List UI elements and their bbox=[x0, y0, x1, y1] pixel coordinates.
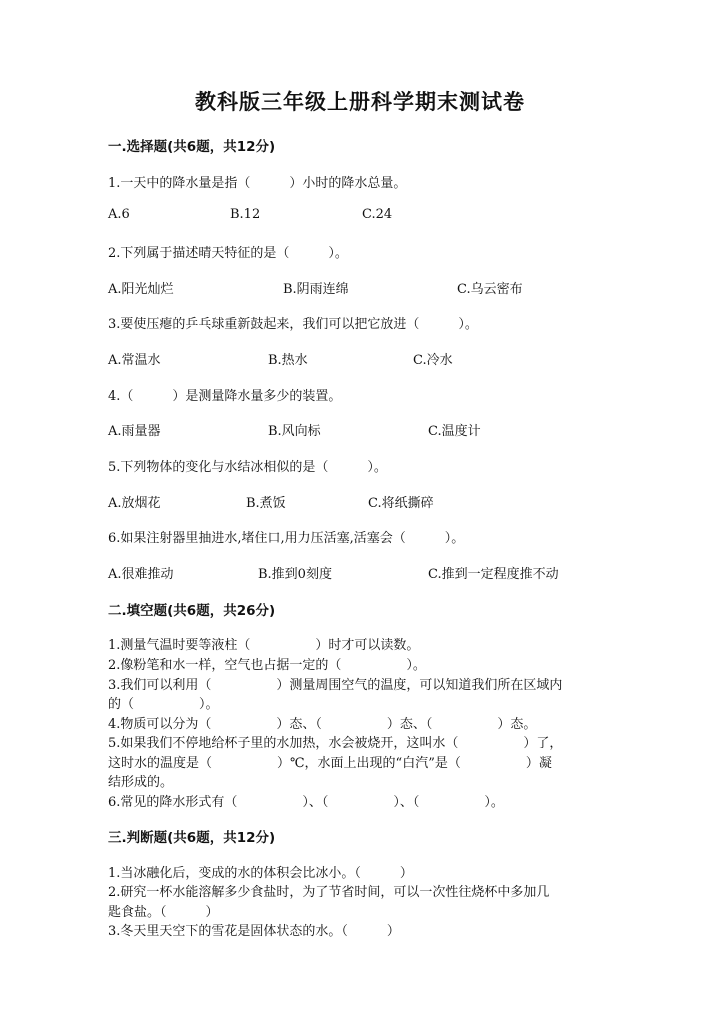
section-heading-judgement: 三.判断题(共6题，共12分) bbox=[108, 830, 276, 846]
judgement-line: 3.冬天里天空下的雪花是固体状态的水。（ ） bbox=[108, 924, 400, 939]
option-c: C.推到一定程度推不动 bbox=[428, 567, 559, 582]
option-b: B.12 bbox=[230, 207, 261, 222]
judgement-line: 1.当冰融化后，变成的水的体积会比冰小。（ ） bbox=[108, 866, 413, 881]
option-b: B.煮饭 bbox=[246, 496, 286, 511]
option-c: C.冷水 bbox=[413, 353, 453, 368]
section-heading-choice: 一.选择题(共6题，共12分) bbox=[108, 139, 276, 155]
option-a: A.放烟花 bbox=[108, 496, 161, 511]
fill-line: 这时水的温度是（ ）℃，水面上出现的“白汽”是（ ）凝 bbox=[108, 756, 552, 771]
question-text: 2.下列属于描述晴天特征的是（ ）。 bbox=[108, 246, 348, 261]
judgement-line: 匙食盐。（ ） bbox=[108, 905, 219, 920]
option-b: B.阴雨连绵 bbox=[283, 282, 349, 297]
question-text: 1.一天中的降水量是指（ ）小时的降水总量。 bbox=[108, 176, 407, 191]
fill-line: 5.如果我们不停地给杯子里的水加热，水会被烧开，这叫水（ ）了， bbox=[108, 736, 563, 751]
exam-title: 教科版三年级上册科学期末测试卷 bbox=[195, 90, 525, 114]
option-c: C.乌云密布 bbox=[457, 282, 523, 297]
fill-line: 的（ ）。 bbox=[108, 697, 219, 712]
fill-line: 4.物质可以分为（ ）态、（ ）态、（ ）态。 bbox=[108, 717, 537, 732]
option-a: A.雨量器 bbox=[108, 424, 161, 439]
option-c: C.24 bbox=[362, 207, 393, 222]
option-a: A.很难推动 bbox=[108, 567, 174, 582]
fill-line: 1.测量气温时要等液柱（ ）时才可以读数。 bbox=[108, 638, 420, 653]
fill-line: 3.我们可以利用（ ）测量周围空气的温度，可以知道我们所在区域内 bbox=[108, 678, 563, 693]
question-text: 3.要使压瘪的乒乓球重新鼓起来，我们可以把它放进（ ）。 bbox=[108, 317, 478, 332]
option-c: C.将纸撕碎 bbox=[368, 496, 434, 511]
question-text: 4.（ ）是测量降水量多少的装置。 bbox=[108, 389, 342, 404]
fill-line: 结形成的。 bbox=[108, 775, 174, 790]
question-text: 6.如果注射器里抽进水,堵住口,用力压活塞,活塞会（ ）。 bbox=[108, 531, 465, 546]
option-b: B.风向标 bbox=[268, 424, 321, 439]
section-heading-fill-blank: 二.填空题(共6题，共26分) bbox=[108, 603, 276, 619]
fill-line: 2.像粉笔和水一样，空气也占据一定的（ ）。 bbox=[108, 658, 426, 673]
question-text: 5.下列物体的变化与水结冰相似的是（ ）。 bbox=[108, 460, 387, 475]
judgement-line: 2.研究一杯水能溶解多少食盐时，为了节省时间，可以一次性往烧杯中多加几 bbox=[108, 885, 550, 900]
option-a: A.常温水 bbox=[108, 353, 161, 368]
option-b: B.热水 bbox=[268, 353, 308, 368]
option-c: C.温度计 bbox=[428, 424, 481, 439]
option-a: A.6 bbox=[108, 207, 130, 222]
option-a: A.阳光灿烂 bbox=[108, 282, 174, 297]
option-b: B.推到0刻度 bbox=[258, 567, 332, 582]
fill-line: 6.常见的降水形式有（ ）、（ ）、（ ）。 bbox=[108, 795, 504, 810]
